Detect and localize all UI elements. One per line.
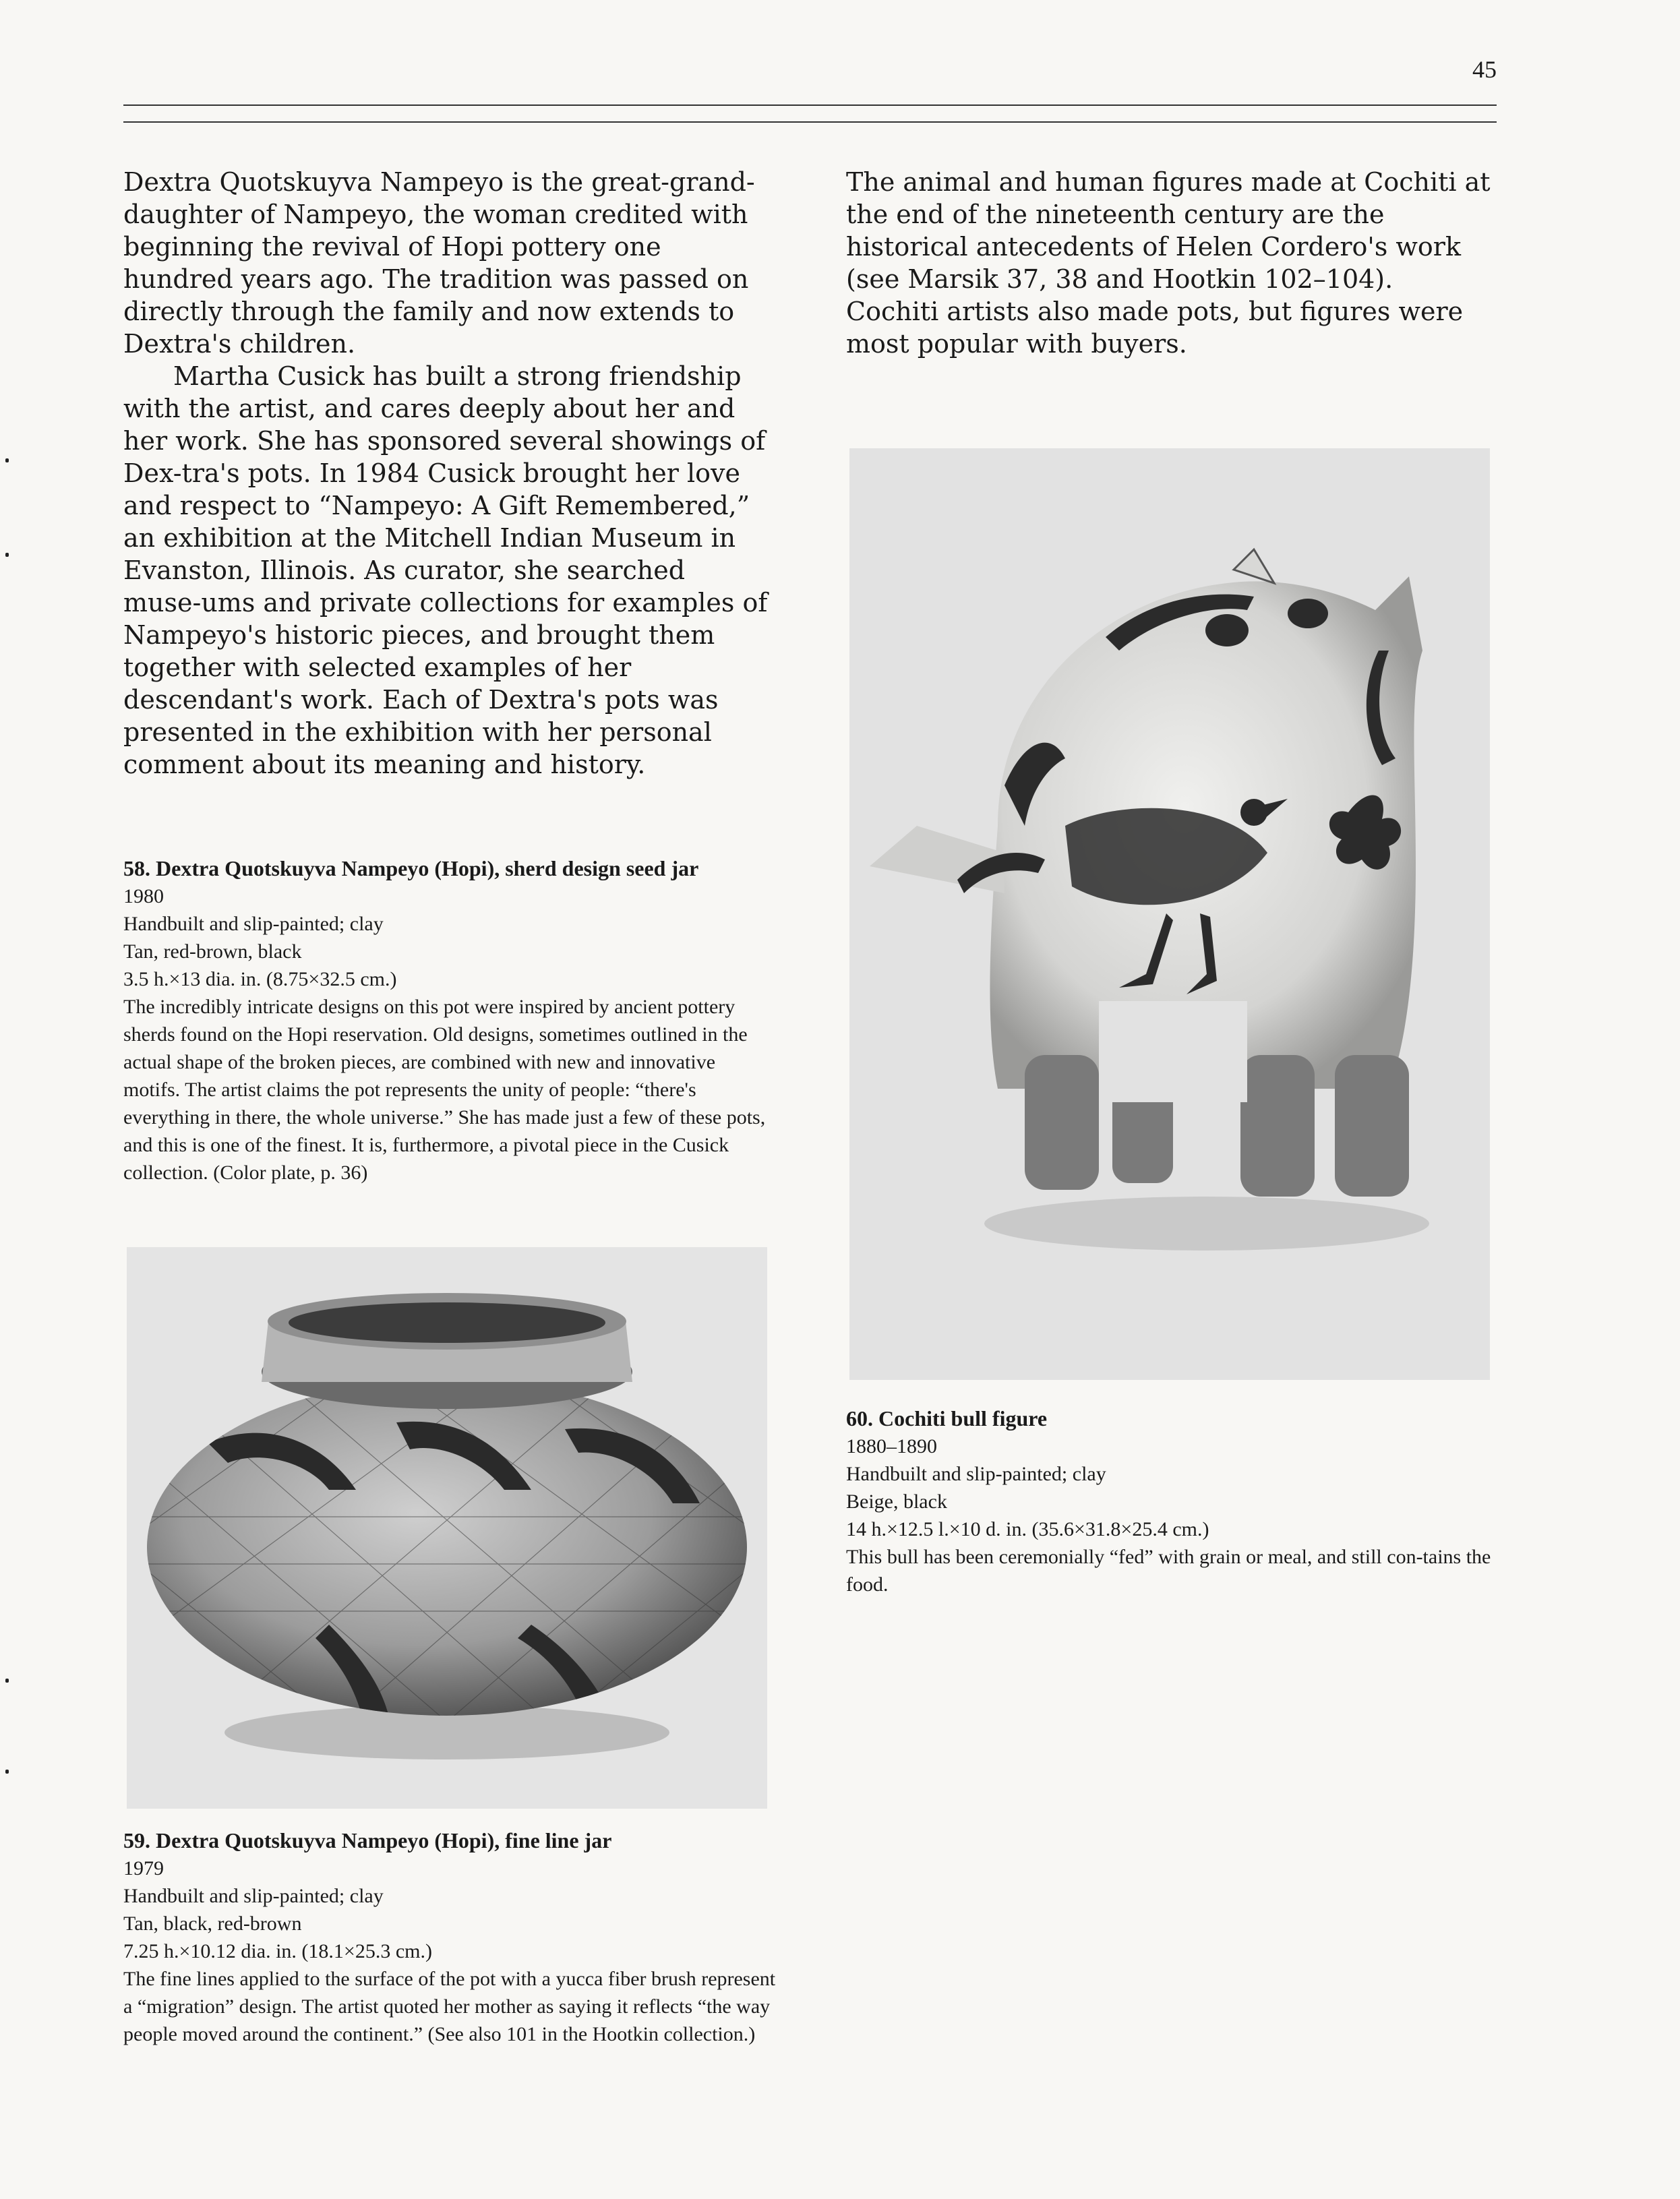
scan-edge-mark <box>5 1770 9 1774</box>
caption-technique: Handbuilt and slip-painted; clay <box>846 1463 1106 1485</box>
header-rule-bottom <box>123 121 1497 123</box>
caption-colors: Beige, black <box>846 1490 947 1513</box>
caption-58 <box>123 855 771 1186</box>
caption-date: 1979 <box>123 1857 164 1879</box>
caption-technique: Handbuilt and slip-painted; clay <box>123 1885 384 1907</box>
caption-dimensions: 7.25 h.×10.12 dia. in. (18.1×25.3 cm.) <box>123 1940 432 1962</box>
caption-title: 59. Dextra Quotskuyva Nampeyo (Hopi), fine line jar <box>123 1828 612 1852</box>
caption-title: 58. Dextra Quotskuyva Nampeyo (Hopi), sherd design seed jar <box>123 856 699 880</box>
caption-technique: Handbuilt and slip-painted; clay <box>123 913 384 935</box>
caption-dimensions: 3.5 h.×13 dia. in. (8.75×32.5 cm.) <box>123 968 397 990</box>
caption-60 <box>846 1405 1493 1598</box>
caption-59 <box>123 1827 784 2048</box>
caption-description: This bull has been ceremonially “fed” with grain or meal, and still con-tains the food. <box>846 1546 1491 1596</box>
cochiti-bull-figure-photo <box>849 448 1490 1380</box>
scan-edge-mark <box>5 1679 9 1683</box>
caption-colors: Tan, red-brown, black <box>123 940 302 963</box>
page-number: 45 <box>1472 56 1497 83</box>
caption-dimensions: 14 h.×12.5 l.×10 d. in. (35.6×31.8×25.4 cm.) <box>846 1518 1209 1540</box>
essay-paragraph: Dextra Quotskuyva Nampeyo is the great-grand-daughter of Nampeyo, the woman credited with beginning the revival of Hopi pottery one hundred years ago. The tradition was passed on directly through the family and now extends to Dextra's children. <box>123 167 755 359</box>
scan-edge-mark <box>5 553 9 557</box>
cochiti-intro <box>846 166 1493 360</box>
essay-text <box>123 166 771 781</box>
scan-edge-mark <box>5 458 9 462</box>
fine-line-jar-photo <box>127 1247 767 1809</box>
header-rule-top <box>123 104 1497 106</box>
caption-colors: Tan, black, red-brown <box>123 1912 302 1935</box>
cochiti-intro-paragraph: The animal and human figures made at Cochiti at the end of the nineteenth century are the historical antecedents of Helen Cordero's work (see Marsik 37, 38 and Hootkin 102–104). Cochiti artists also made pots, but figures were most popular with buyers. <box>846 167 1491 359</box>
essay-paragraph: Martha Cusick has built a strong friendship with the artist, and cares deeply about her and her work. She has sponsored several showings of Dex-tra's pots. In 1984 Cusick brought her love and respect to “Nampeyo: A Gift Remembered,” an exhibition at the Mitchell Indian Museum in Evanston, Illinois. As curator, she searched muse-ums and private collections for examples of Nampeyo's historic pieces, and brought them together with selected examples of her descendant's work. Each of Dextra's pots was presented in the exhibition with her personal comment about its meaning and history. <box>123 361 768 779</box>
caption-date: 1980 <box>123 885 164 907</box>
caption-title: 60. Cochiti bull figure <box>846 1406 1048 1430</box>
caption-date: 1880–1890 <box>846 1435 937 1457</box>
caption-description: The fine lines applied to the surface of the pot with a yucca fiber brush represent a “migration” design. The artist quoted her mother as saying it reflects “the way people moved around the continent.” (See also 101 in the Hootkin collection.) <box>123 1968 776 2045</box>
caption-description: The incredibly intricate designs on this pot were inspired by ancient pottery sherds found on the Hopi reservation. Old designs, sometimes outlined in the actual shape of the broken pieces, are combined with new and innovative motifs. The artist claims the pot represents the unity of people: “there's everything in there, the whole universe.” She has made just a few of these pots, and this is one of the finest. It is, furthermore, a pivotal piece in the Cusick collection. (Color plate, p. 36) <box>123 996 766 1184</box>
